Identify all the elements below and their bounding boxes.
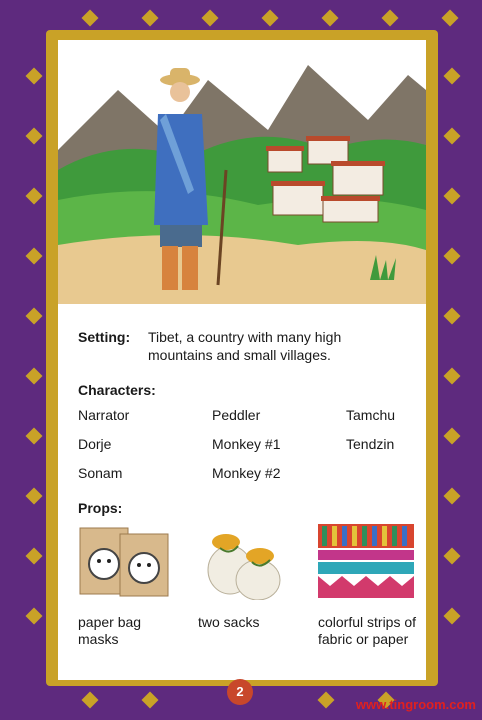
character-name: Sonam xyxy=(78,465,123,481)
setting-section xyxy=(78,328,418,364)
paper-bag-masks-image xyxy=(78,522,170,600)
fabric-strips-image xyxy=(318,522,418,600)
character-name: Dorje xyxy=(78,436,112,452)
character-name: Peddler xyxy=(212,407,261,423)
character-name: Tendzin xyxy=(346,436,395,452)
characters-list xyxy=(78,406,418,482)
characters-heading: Characters: xyxy=(78,382,156,398)
setting-label: Setting: xyxy=(78,329,131,345)
character-name: Narrator xyxy=(78,407,130,423)
page-number-badge: 2 xyxy=(227,679,253,705)
prop-label: two sacks xyxy=(198,614,260,630)
setting-text: Tibet, a country with many high mountains and small villages. xyxy=(148,329,342,363)
props-list xyxy=(78,522,418,648)
text-area xyxy=(78,328,418,648)
prop-label: paper bag masks xyxy=(78,614,142,647)
prop-item xyxy=(78,522,178,648)
character-name: Monkey #1 xyxy=(212,436,281,452)
prop-item xyxy=(198,522,298,648)
character-name: Tamchu xyxy=(346,407,396,423)
character-name: Monkey #2 xyxy=(212,465,281,481)
props-heading: Props: xyxy=(78,500,123,516)
two-sacks-image xyxy=(198,522,290,600)
watermark: www.tingroom.com xyxy=(355,697,476,712)
prop-label: colorful strips of fabric or paper xyxy=(318,614,417,647)
page-content xyxy=(58,40,426,680)
prop-item xyxy=(318,522,418,648)
tibet-village-illustration xyxy=(58,40,426,304)
